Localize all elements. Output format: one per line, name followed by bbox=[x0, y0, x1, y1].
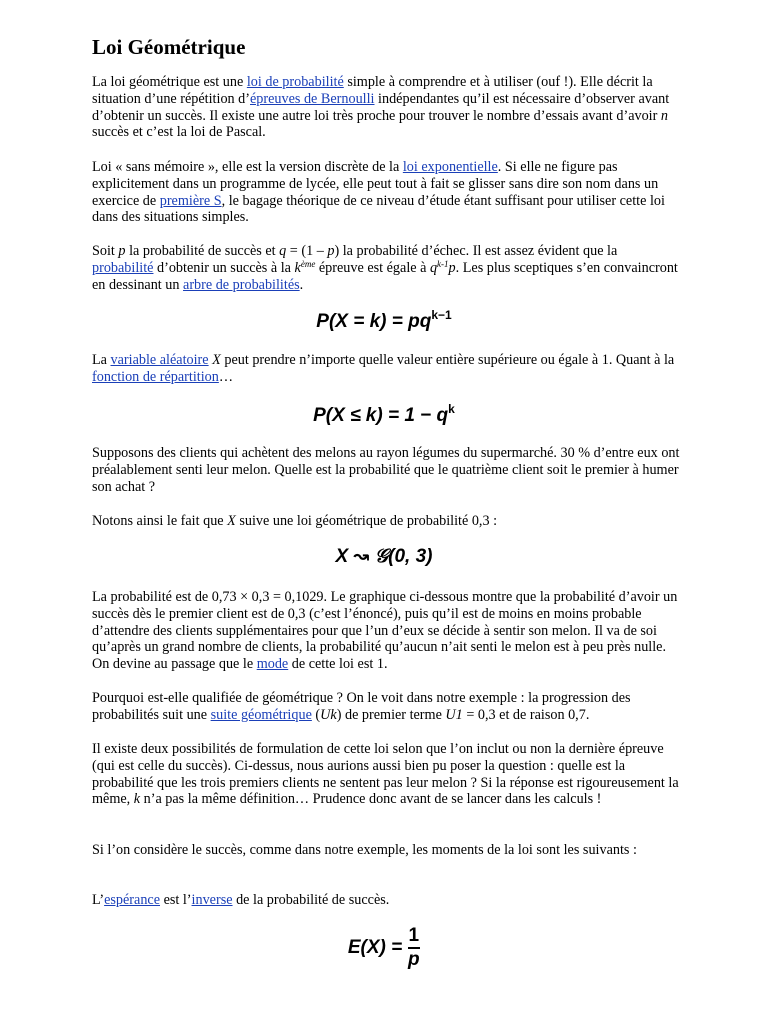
link-probabilite[interactable]: probabilité bbox=[92, 259, 154, 276]
link-loi-de-probabilite[interactable]: loi de probabilité bbox=[246, 74, 344, 90]
link-loi-exponentielle[interactable]: loi exponentielle bbox=[402, 159, 498, 175]
link-esperance[interactable]: espérance bbox=[104, 892, 161, 908]
link-epreuves-de-bernoulli[interactable]: épreuves de Bernoulli bbox=[250, 90, 375, 107]
formula-cdf: $P(X \le k) = 1 - q^k$ bbox=[313, 402, 455, 426]
link-arbre-de-probabilites[interactable]: arbre de probabilités bbox=[183, 276, 300, 293]
fraction: $\frac{1}{p}$ bbox=[408, 925, 420, 970]
paragraph-formulations: Il existe deux possibilités de formulation de cette loi selon que l’on inclut ou non la dernière épreuve (qui est celle du succès). Ci-dessus, nous aurions aussi bien pu poser la question : quelle est la probabilité que les trois premiers clients ne sentent pas leur melon ? Si la réponse est rigoureusement la même, k n’a pas la même définition… Prudence donc avant de se lancer dans les calculs ! bbox=[92, 741, 679, 808]
paragraph-esperance: L’espérance est l’inverse de la probabilité de succès. bbox=[92, 892, 390, 908]
formula-geometric-law: X ↝ 𝒢(0, 3) bbox=[335, 546, 433, 567]
paragraph-probabilite-calcul: La probabilité est de 0,73 × 0,3 = 0,1029. Le graphique ci-dessous montre que la probabilité d’avoir un succès dès le premier client est de 0,3 (c’est l’énoncé), puis qu’il est de moins en moins probable d’attendre des clients supplémentaires pour que l’un d’eux se décide à sentir son melon. Il va de soi qu’après un grand nombre de clients, la probabilité qu’aucun n’ait senti le melon est à peu près nulle. On devine au passage que le mode de cette loi est 1. bbox=[92, 589, 678, 673]
paragraph-definition: Soit p la probabilité de succès et q = (1 – p) la probabilité d’échec. Il est assez évident que la probabilité d’obtenir un succès à la $k^{ème}$ épreuve est égale à $q^{k-1}p$. Les plus sceptiques s’en convaincront en dessinant un arbre de probabilités. bbox=[92, 243, 678, 293]
link-fonction-de-repartition[interactable]: fonction de répartition bbox=[92, 368, 219, 385]
paragraph-pourquoi-geometrique: Pourquoi est-elle qualifiée de géométrique ? On le voit dans notre exemple : la progression des probabilités suit une suite géométrique (Uk) de premier terme U1 = 0,3 et de raison 0,7. bbox=[92, 690, 631, 723]
paragraph-melons: Supposons des clients qui achètent des melons au rayon légumes du supermarché. 30 % d’entre eux ont préalablement senti leur melon. Quelle est la probabilité que le quatrième client soit le premier à humer son achat ? bbox=[92, 445, 680, 495]
paragraph-sans-memoire: Loi « sans mémoire », elle est la version discrète de la loi exponentielle. Si elle ne figure pas explicitement dans un programme de lycée, elle peut tout à fait se glisser sans dire son nom dans un exercice de première S, le bagage théorique de ce niveau d’étude étant suffisant pour utiliser cette loi dans des situations simples. bbox=[92, 159, 665, 226]
paragraph-variable-aleatoire: La variable aléatoire X peut prendre n’importe quelle valeur entière supérieure ou égale à 1. Quant à la fonction de répartition… bbox=[92, 352, 675, 385]
formula-expectation: E(X) = $\frac{1}{p}$ bbox=[347, 925, 420, 970]
page-title: Loi Géométrique bbox=[92, 35, 246, 59]
formula-pmf: $P(X = k) = pq^{k-1}$ bbox=[316, 308, 452, 332]
paragraph-moments: Si l’on considère le succès, comme dans notre exemple, les moments de la loi sont les suivants : bbox=[92, 842, 637, 858]
paragraph-notons: Notons ainsi le fait que X suive une loi géométrique de probabilité 0,3 : bbox=[92, 513, 498, 529]
link-inverse[interactable]: inverse bbox=[191, 892, 233, 908]
link-mode[interactable]: mode bbox=[256, 656, 289, 673]
paragraph-intro: La loi géométrique est une loi de probabilité simple à comprendre et à utiliser (ouf !). Elle décrit la situation d’une répétition d’épreuves de Bernoulli indépendantes qu’il est nécessaire d’observer avant d’obtenir un succès. Il existe une autre loi très proche pour trouver le nombre d’essais avant d’avoir n succès et c’est la loi de Pascal. bbox=[92, 74, 670, 141]
link-variable-aleatoire[interactable]: variable aléatoire bbox=[110, 352, 209, 368]
link-premiere-s[interactable]: première S bbox=[159, 192, 222, 209]
link-suite-geometrique[interactable]: suite géométrique bbox=[210, 706, 312, 723]
